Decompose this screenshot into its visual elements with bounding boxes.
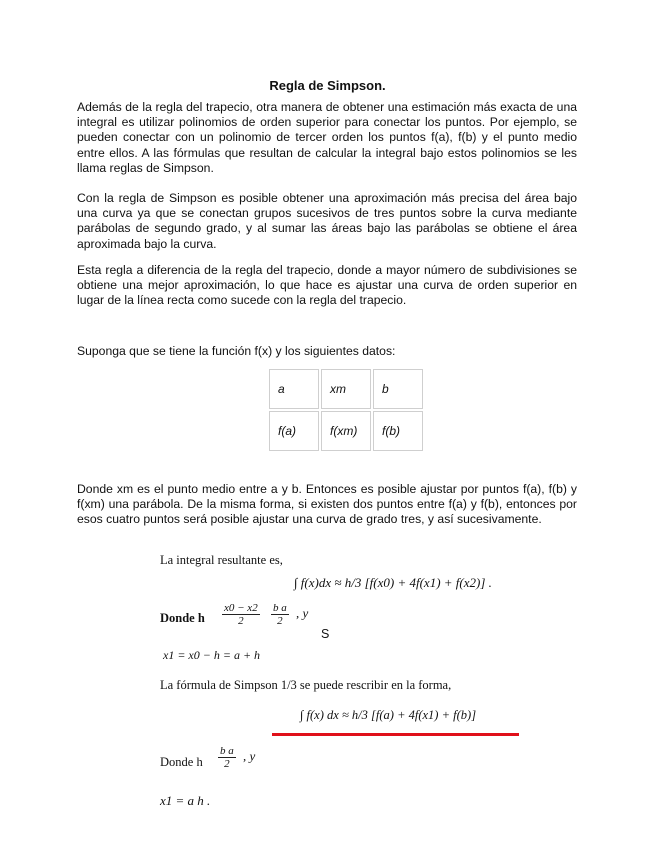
- h-fraction: $\frac{x0 - x2}{2}$: [224, 602, 258, 627]
- donde-h-label-2: Donde h: [160, 755, 203, 769]
- table-cell: f(xm): [321, 411, 371, 451]
- table-cell: f(b): [373, 411, 423, 451]
- table-row: [269, 369, 423, 409]
- paragraph-midpoint: Donde xm es el punto medio entre a y b. Entonces es posible ajustar por puntos f(a), f(b) y f(xm) una parábola. De la misma forma, si existen dos puntos entre f(a) y f(b), entonces por esos cuatro puntos será posible ajustar una curva de grado tres, y así sucesivamente.: [77, 482, 577, 527]
- simpson-formula: ∫ f(x)dx ≈ h/3 [f(x0) + 4f(x1) + f(x2)] .: [294, 575, 492, 590]
- x1-equation: x1 = x0 − h = a + h: [163, 648, 261, 662]
- h-fraction-2: $\frac{\text{b a}}{2}$: [220, 745, 234, 770]
- h-fraction-ba: $\frac{\text{b a}}{2}$: [272, 602, 287, 627]
- table-cell: xm: [321, 369, 371, 409]
- table-cell: a: [269, 369, 319, 409]
- document-title: Regla de Simpson.: [269, 78, 386, 93]
- h-definition-2: $\frac{\text{b a}}{2}$ , y: [220, 745, 256, 770]
- x1-final-equation: x1 = a h .: [160, 793, 211, 808]
- donde-h-label: Donde h: [160, 611, 205, 625]
- integral-label: La integral resultante es,: [160, 553, 283, 567]
- data-table: [267, 367, 425, 453]
- table-cell: f(a): [269, 411, 319, 451]
- s-mark: S: [321, 627, 330, 641]
- h-definition: $\frac{x0 - x2}{2}$ $\frac{\text{b a}}{2}$ , y: [224, 602, 309, 627]
- paragraph-simpson-description: Con la regla de Simpson es posible obtener una aproximación más precisa del área bajo una curva ya que se conectan grupos sucesivos de tres puntos sobre la curva mediante parábolas de segundo grado, y al sumar las áreas bajo las parábolas se obtiene el área aproximada bajo la curva.: [77, 191, 577, 251]
- paragraph-difference: Esta regla a diferencia de la regla del trapecio, donde a mayor número de subdivisiones se obtiene una mejor aproximación, lo que hace es ajustar una curva de orden superior en lugar de la línea recta como sucede con la regla del trapecio.: [77, 263, 577, 308]
- table-row: [269, 411, 423, 451]
- table-cell: b: [373, 369, 423, 409]
- red-underline: [272, 733, 519, 736]
- simpson-rewritten-formula: ∫ f(x) dx ≈ h/3 [f(a) + 4f(x1) + f(b)]: [300, 708, 477, 722]
- rewrite-label: La fórmula de Simpson 1/3 se puede rescribir en la forma,: [160, 678, 452, 692]
- paragraph-intro: Además de la regla del trapecio, otra manera de obtener una estimación más exacta de una integral es utilizar polinomios de orden superior para conectar los puntos. Por ejemplo, se pueden conectar con un polinomio de tercer orden los puntos f(a), f(b) y el punto medio entre ellos. A las fórmulas que resultan de calcular la integral bajo estos polinomios se les llama reglas de Simpson.: [77, 100, 577, 175]
- paragraph-suppose: Suponga que se tiene la función f(x) y los siguientes datos:: [77, 344, 396, 358]
